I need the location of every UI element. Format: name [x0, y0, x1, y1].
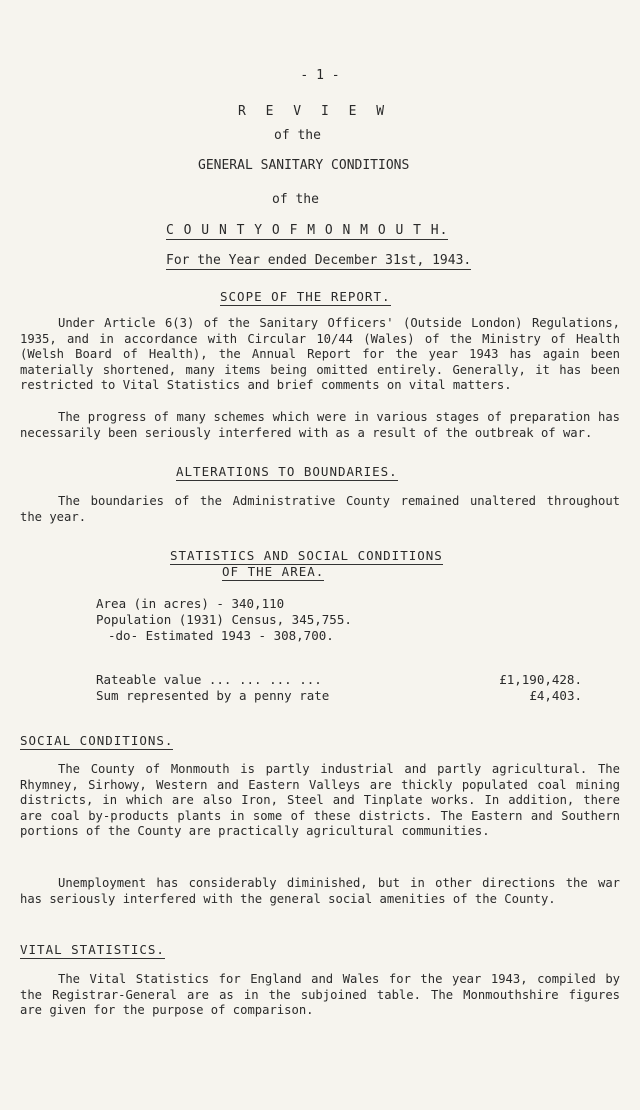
- social-heading: SOCIAL CONDITIONS.: [20, 733, 174, 748]
- statistics-subheading: OF THE AREA.: [222, 564, 325, 579]
- scope-paragraph-1: [20, 316, 620, 394]
- social-paragraph-1: [20, 762, 620, 840]
- title-of-the-1: of the: [274, 128, 321, 143]
- title-county: C O U N T Y O F M O N M O U T H.: [166, 223, 449, 238]
- scope-text-2: The progress of many schemes which were in various stages of preparation has necessarily been seriously interfered with as a result of the outbreak of war.: [20, 410, 620, 440]
- stat-rateable-value: £1,190,428.: [499, 672, 582, 687]
- scope-heading: SCOPE OF THE REPORT.: [220, 289, 391, 304]
- page-number: - 1 -: [300, 68, 340, 83]
- scope-text-1: Under Article 6(3) of the Sanitary Officers' (Outside London) Regulations, 1935, and in accordance with Circular 10/44 (Wales) of the Ministry of Health (Welsh Board of Health), the Annual Report for the year 1943 has again been materially shortened, many items being omitted entirely. Generally, it has been restricted to Vital Statistics and brief comments on vital matters.: [20, 316, 620, 392]
- vital-paragraph: [20, 972, 620, 1019]
- title-conditions: GENERAL SANITARY CONDITIONS: [198, 158, 410, 173]
- statistics-heading: STATISTICS AND SOCIAL CONDITIONS: [170, 548, 443, 563]
- vital-text: The Vital Statistics for England and Wales for the year 1943, compiled by the Registrar-General are as in the subjoined table. The Monmouthshire figures are given for the purpose of comparison.: [20, 972, 620, 1017]
- social-paragraph-2: [20, 876, 620, 907]
- stat-penny-value: £4,403.: [529, 688, 582, 703]
- social-text-2: Unemployment has considerably diminished, but in other directions the war has seriously interfered with the general social amenities of the County.: [20, 876, 620, 906]
- title-of-the-2: of the: [272, 192, 319, 207]
- stat-area: Area (in acres) - 340,110: [96, 596, 285, 611]
- social-text-1: The County of Monmouth is partly industrial and partly agricultural. The Rhymney, Sirhowy, Western and Eastern Valleys are thickly populated coal mining districts, in which are also Iron, Steel and Tinplate works. In addition, there are coal by-products plants in some of these districts. The Eastern and Southern portions of the County are practically agricultural communities.: [20, 762, 620, 838]
- stat-rateable-label: Rateable value ... ... ... ...: [96, 672, 322, 687]
- scope-paragraph-2: [20, 410, 620, 441]
- boundaries-heading: ALTERATIONS TO BOUNDARIES.: [176, 464, 398, 479]
- vital-heading: VITAL STATISTICS.: [20, 942, 165, 957]
- stat-population-1931: Population (1931) Census, 345,755.: [96, 612, 352, 627]
- title-review: R E V I E W: [238, 104, 391, 119]
- stat-penny-label: Sum represented by a penny rate: [96, 688, 330, 703]
- boundaries-text: The boundaries of the Administrative County remained unaltered throughout the year.: [20, 494, 620, 524]
- boundaries-paragraph: [20, 494, 620, 525]
- report-period: For the Year ended December 31st, 1943.: [166, 253, 472, 268]
- stat-population-1943: -do- Estimated 1943 - 308,700.: [108, 628, 334, 643]
